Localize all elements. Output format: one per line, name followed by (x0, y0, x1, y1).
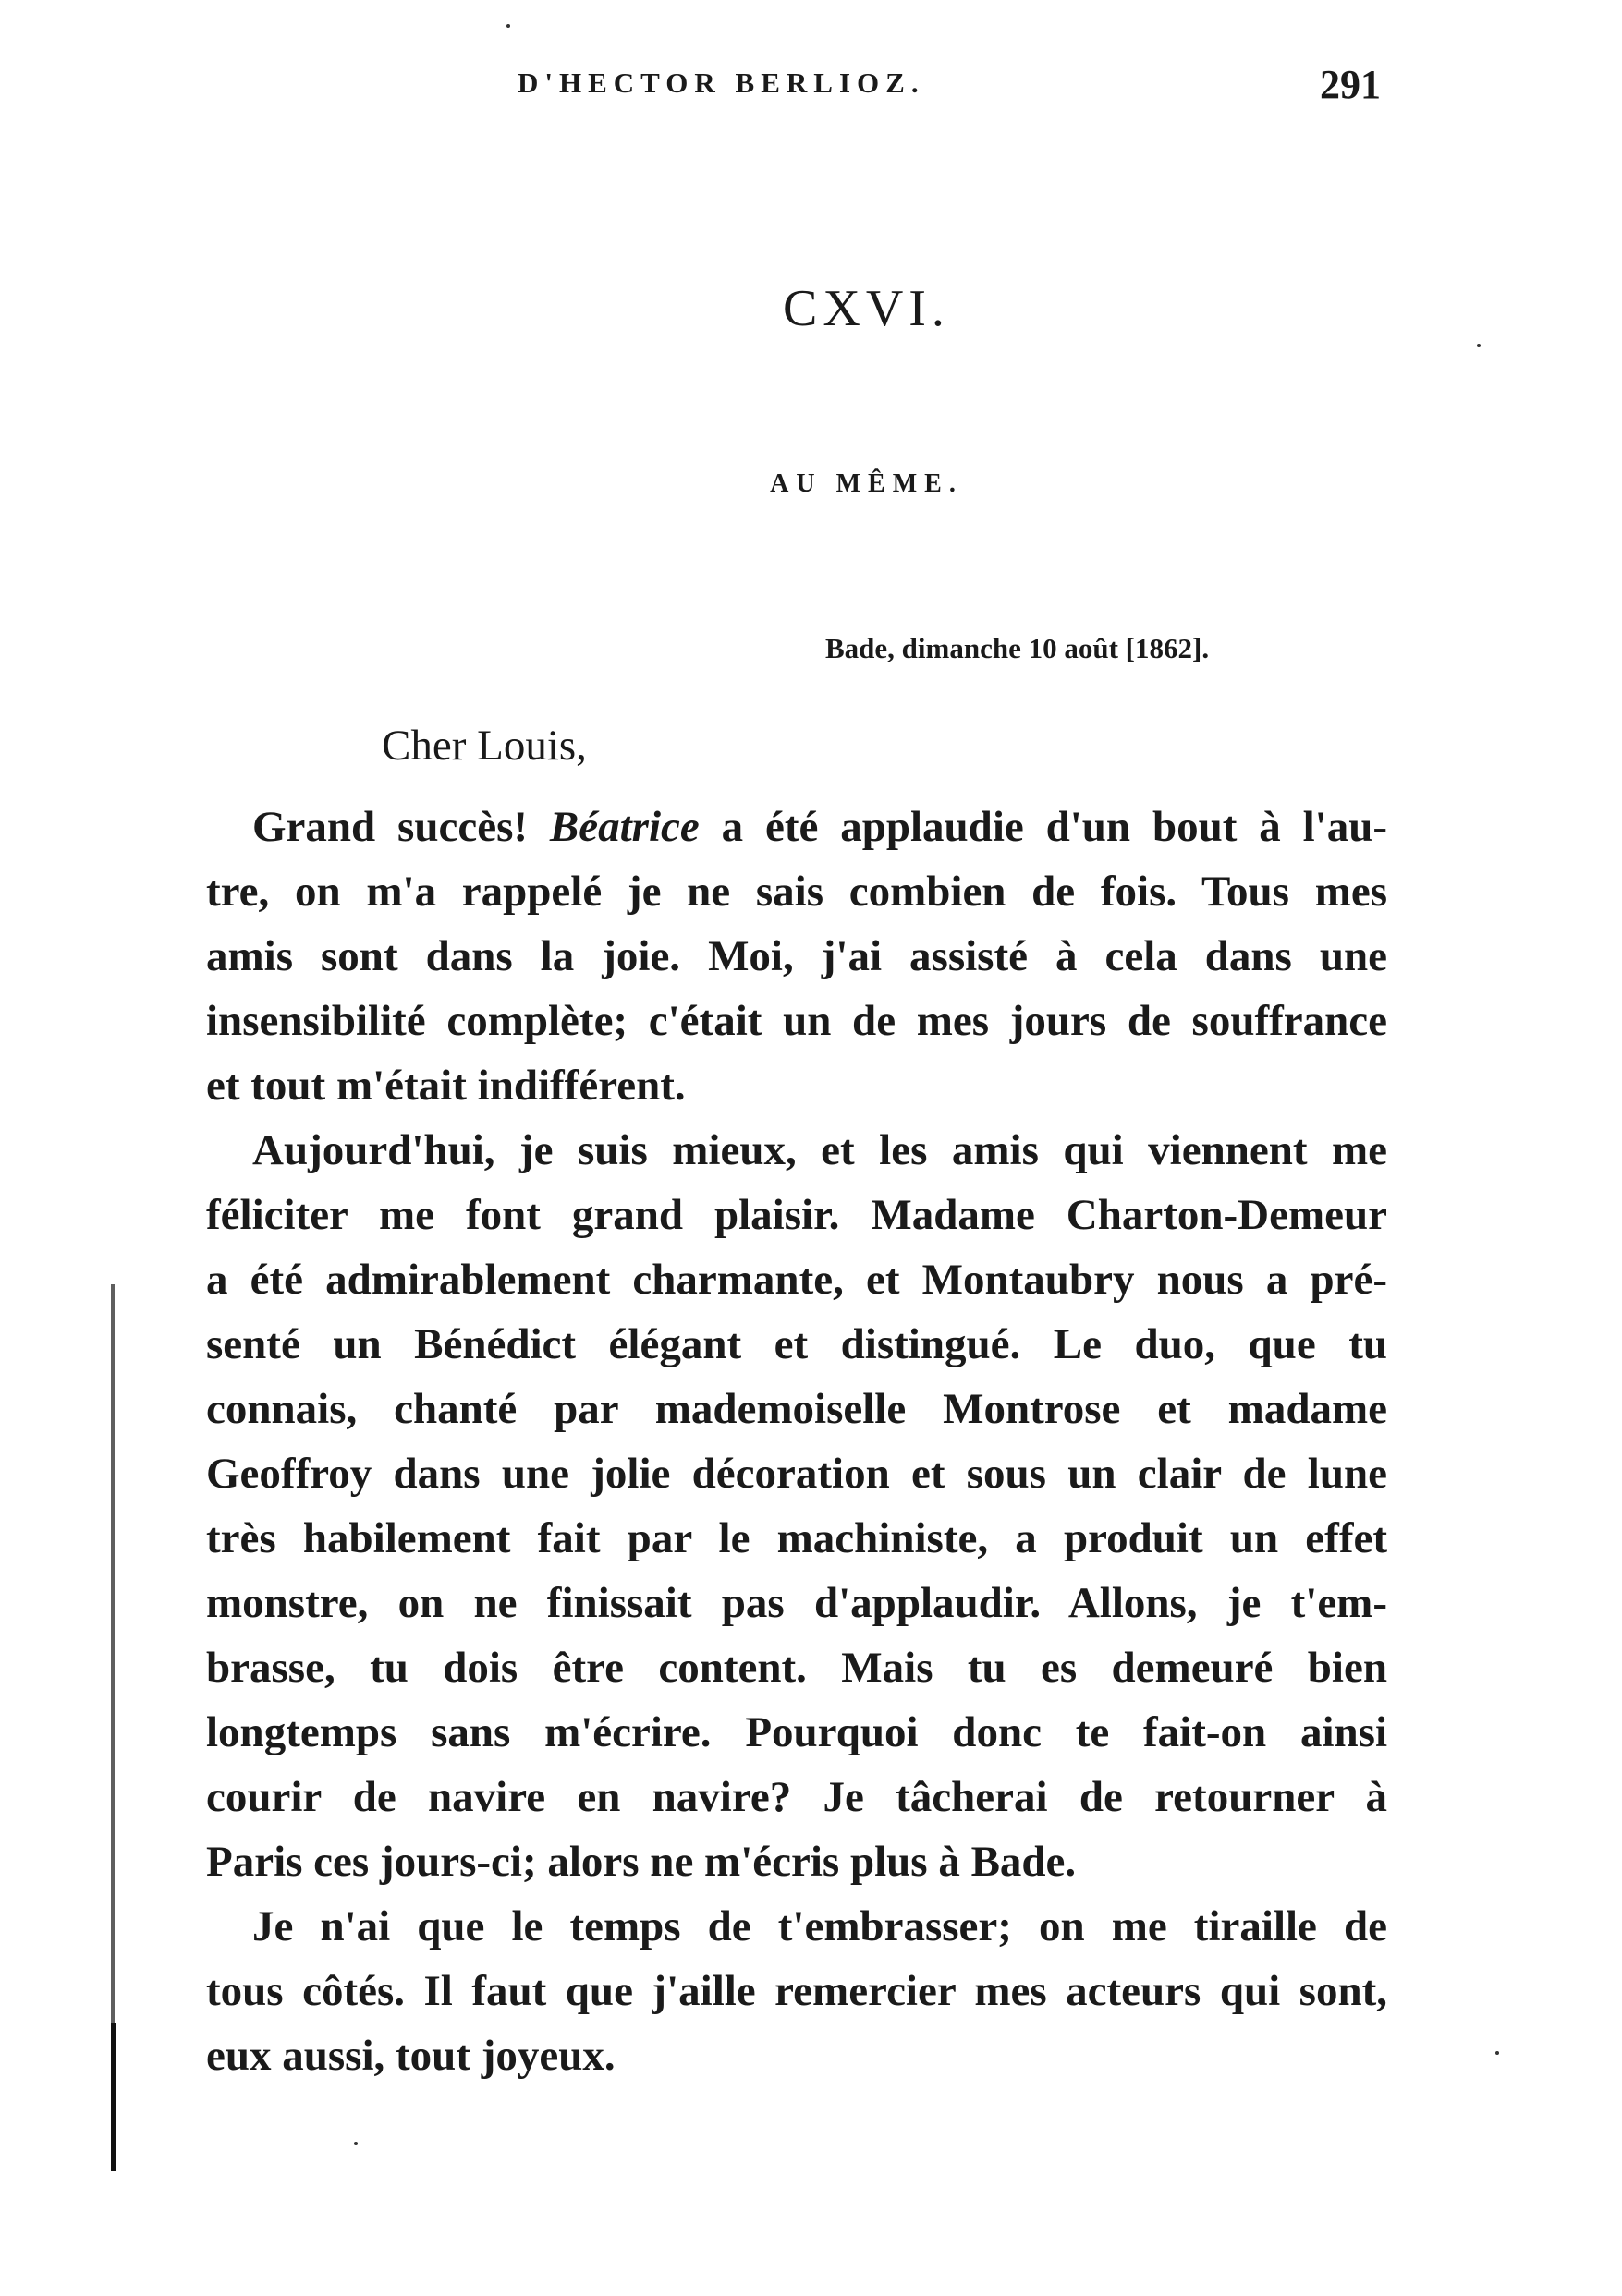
scan-speck (1495, 2051, 1499, 2055)
scan-speck (354, 2142, 358, 2145)
opera-title: Béatrice (549, 803, 700, 851)
text-line: monstre, on ne finissait pas d'applaudir. Allons, je t'em- (206, 1579, 1387, 1627)
text-line: connais, chanté par mademoiselle Montrose et madame (206, 1385, 1387, 1433)
text-line: Paris ces jours-ci; alors ne m'écris plus à Bade. (206, 1838, 1077, 1886)
text-line: tous côtés. Il faut que j'aille remercier mes acteurs qui sont, (206, 1967, 1387, 2015)
letter-recipient: AU MÊME. (770, 469, 963, 498)
text-line: eux aussi, tout joyeux. (206, 2032, 616, 2080)
text-line: tre, on m'a rappelé je ne sais combien de fois. Tous mes (206, 868, 1387, 916)
text-line: brasse, tu dois être content. Mais tu es demeuré bien (206, 1644, 1387, 1692)
letter-number: CXVI. (783, 280, 950, 337)
text-line: Geoffroy dans une jolie décoration et sous un clair de lune (206, 1450, 1387, 1498)
scan-margin-mark (111, 2023, 116, 2171)
text-line: très habilement fait par le machiniste, a produit un effet (206, 1514, 1387, 1562)
text-line: a été admirablement charmante, et Montaubry nous a pré- (206, 1256, 1387, 1304)
text-line: longtemps sans m'écrire. Pourquoi donc te fait-on ainsi (206, 1708, 1387, 1756)
letter-dateline: Bade, dimanche 10 août [1862]. (825, 632, 1210, 664)
text-line: féliciter me font grand plaisir. Madame Charton-Demeur (206, 1191, 1387, 1239)
text-line: Aujourd'hui, je suis mieux, et les amis qui viennent me (252, 1126, 1387, 1174)
text-line: insensibilité complète; c'était un de mes jours de souffrance (206, 997, 1387, 1045)
text-line: Grand succès! Béatrice a été applaudie d'un bout à l'au- (252, 803, 1388, 851)
page-number: 291 (1320, 62, 1381, 107)
text-line: Je n'ai que le temps de t'embrasser; on me tiraille de (252, 1902, 1387, 1950)
scan-speck (1477, 344, 1481, 347)
letter-salutation: Cher Louis, (382, 722, 587, 770)
running-title: D'HECTOR BERLIOZ. (518, 67, 925, 99)
text-line: courir de navire en navire? Je tâcherai de retourner à (206, 1773, 1387, 1821)
scan-margin-line (111, 1284, 115, 2153)
text-line: senté un Bénédict élégant et distingué. Le duo, que tu (206, 1320, 1387, 1368)
text-line: amis sont dans la joie. Moi, j'ai assisté à cela dans une (206, 932, 1387, 980)
text-line: et tout m'était indifférent. (206, 1062, 686, 1110)
letter-body (206, 795, 1387, 2088)
scan-speck (506, 24, 510, 28)
